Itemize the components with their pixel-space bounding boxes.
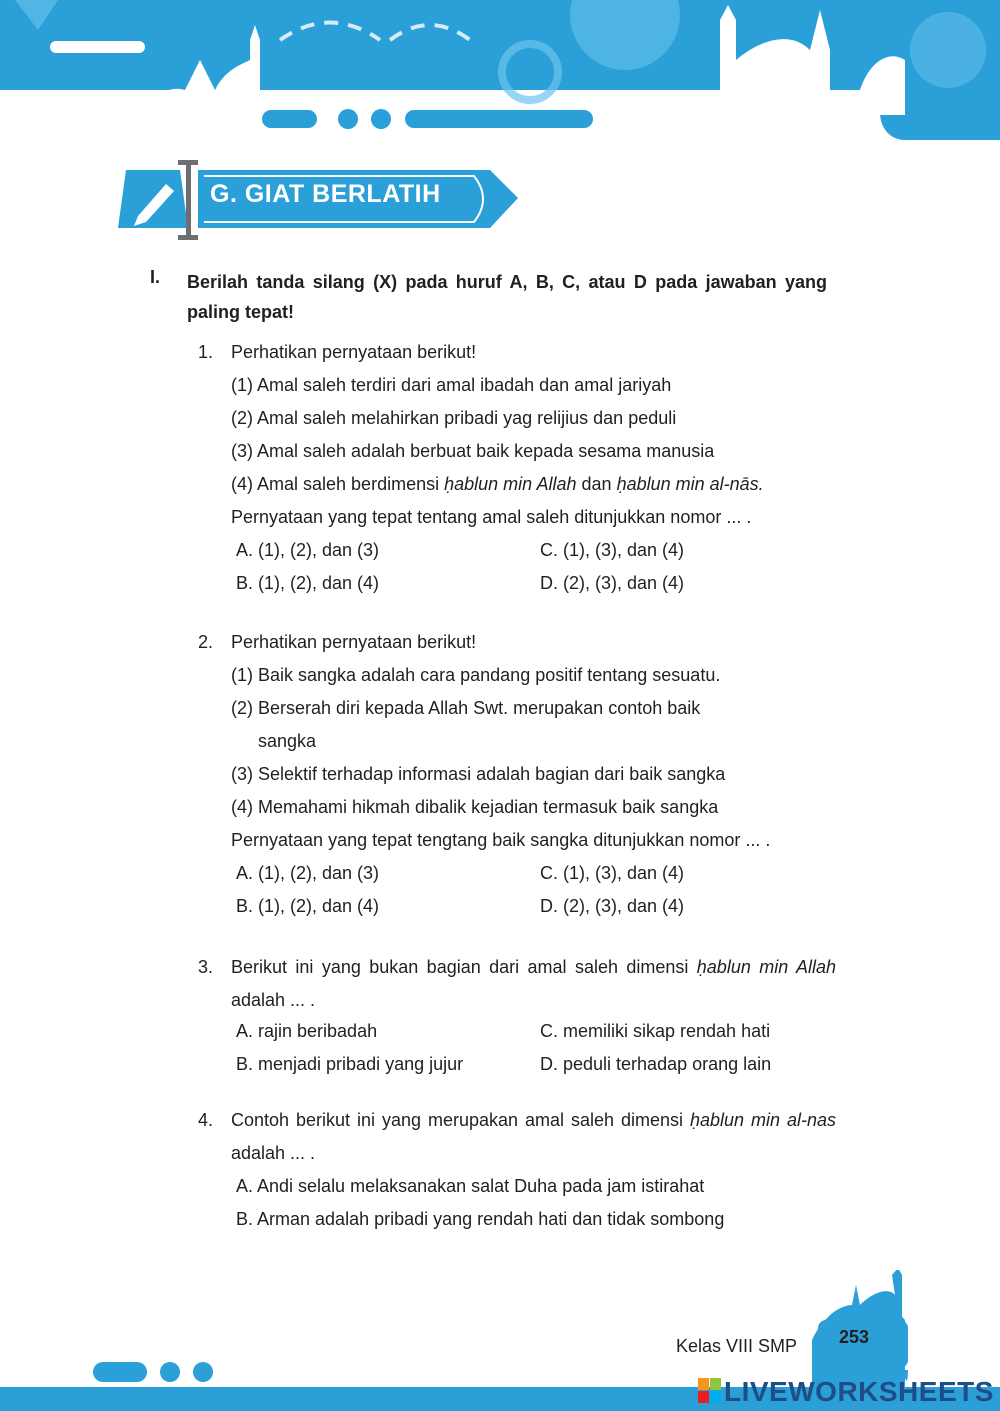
liveworksheets-logo-icon [698, 1378, 722, 1404]
statement-4: (4) Amal saleh berdimensi ḥablun min Allah dan ḥablun min al-nās. [231, 474, 764, 494]
instruction-number: I. [150, 267, 161, 287]
option-b[interactable]: B. (1), (2), dan (4) [236, 573, 380, 593]
statement-2-continued: sangka [258, 731, 317, 751]
liveworksheets-watermark[interactable]: LIVEWORKSHEETS [724, 1376, 994, 1407]
option-b[interactable]: B. menjadi pribadi yang jujur [236, 1054, 464, 1074]
statement-3: (3) Selektif terhadap informasi adalah bagian dari baik sangka [231, 764, 726, 784]
option-d[interactable]: D. (2), (3), dan (4) [540, 573, 685, 593]
page-number: 253 [839, 1327, 870, 1347]
option-a[interactable]: A. rajin beribadah [236, 1021, 378, 1041]
statement-1: (1) Baik sangka adalah cara pandang positif tentang sesuatu. [231, 665, 721, 685]
option-d[interactable]: D. peduli terhadap orang lain [540, 1054, 772, 1074]
option-a[interactable]: A. (1), (2), dan (3) [236, 540, 380, 560]
option-d[interactable]: D. (2), (3), dan (4) [540, 896, 685, 916]
statement-2: (2) Amal saleh melahirkan pribadi yag relijius dan peduli [231, 408, 677, 428]
question-text: Pernyataan yang tepat tentang amal saleh ditunjukkan nomor ... . [231, 507, 752, 527]
question-text: Pernyataan yang tepat tengtang baik sangka ditunjukkan nomor ... . [231, 830, 771, 850]
footer-class-label: Kelas VIII SMP [676, 1336, 798, 1356]
question-number: 2. [198, 632, 214, 652]
question-number: 3. [198, 957, 214, 977]
statement-1: (1) Amal saleh terdiri dari amal ibadah dan amal jariyah [231, 375, 672, 395]
option-a[interactable]: A. Andi selalu melaksanakan salat Duha pada jam istirahat [236, 1176, 705, 1196]
question-text: Contoh berikut ini yang merupakan amal saleh dimensi ḥablun min al-nas adalah ... . [231, 1110, 836, 1163]
statement-4: (4) Memahami hikmah dibalik kejadian termasuk baik sangka [231, 797, 719, 817]
option-c[interactable]: C. memiliki sikap rendah hati [540, 1021, 771, 1041]
option-c[interactable]: C. (1), (3), dan (4) [540, 863, 685, 883]
question-prompt: Perhatikan pernyataan berikut! [231, 342, 477, 362]
option-b[interactable]: B. Arman adalah pribadi yang rendah hati dan tidak sombong [236, 1209, 725, 1229]
question-number: 1. [198, 342, 214, 362]
option-a[interactable]: A. (1), (2), dan (3) [236, 863, 380, 883]
header-mosque-banner [0, 0, 1000, 140]
statement-3: (3) Amal saleh adalah berbuat baik kepada sesama manusia [231, 441, 715, 461]
instruction-text: Berilah tanda silang (X) pada huruf A, B, C, atau D pada jawaban yang paling tepat! [187, 272, 827, 322]
question-number: 4. [198, 1110, 214, 1130]
question-prompt: Perhatikan pernyataan berikut! [231, 632, 477, 652]
option-c[interactable]: C. (1), (3), dan (4) [540, 540, 685, 560]
section-title: G. GIAT BERLATIH [210, 180, 441, 208]
statement-2: (2) Berserah diri kepada Allah Swt. merupakan contoh baik [231, 698, 701, 718]
question-text: Berikut ini yang bukan bagian dari amal saleh dimensi ḥablun min Allah adalah ... . [231, 957, 836, 1010]
option-b[interactable]: B. (1), (2), dan (4) [236, 896, 380, 916]
